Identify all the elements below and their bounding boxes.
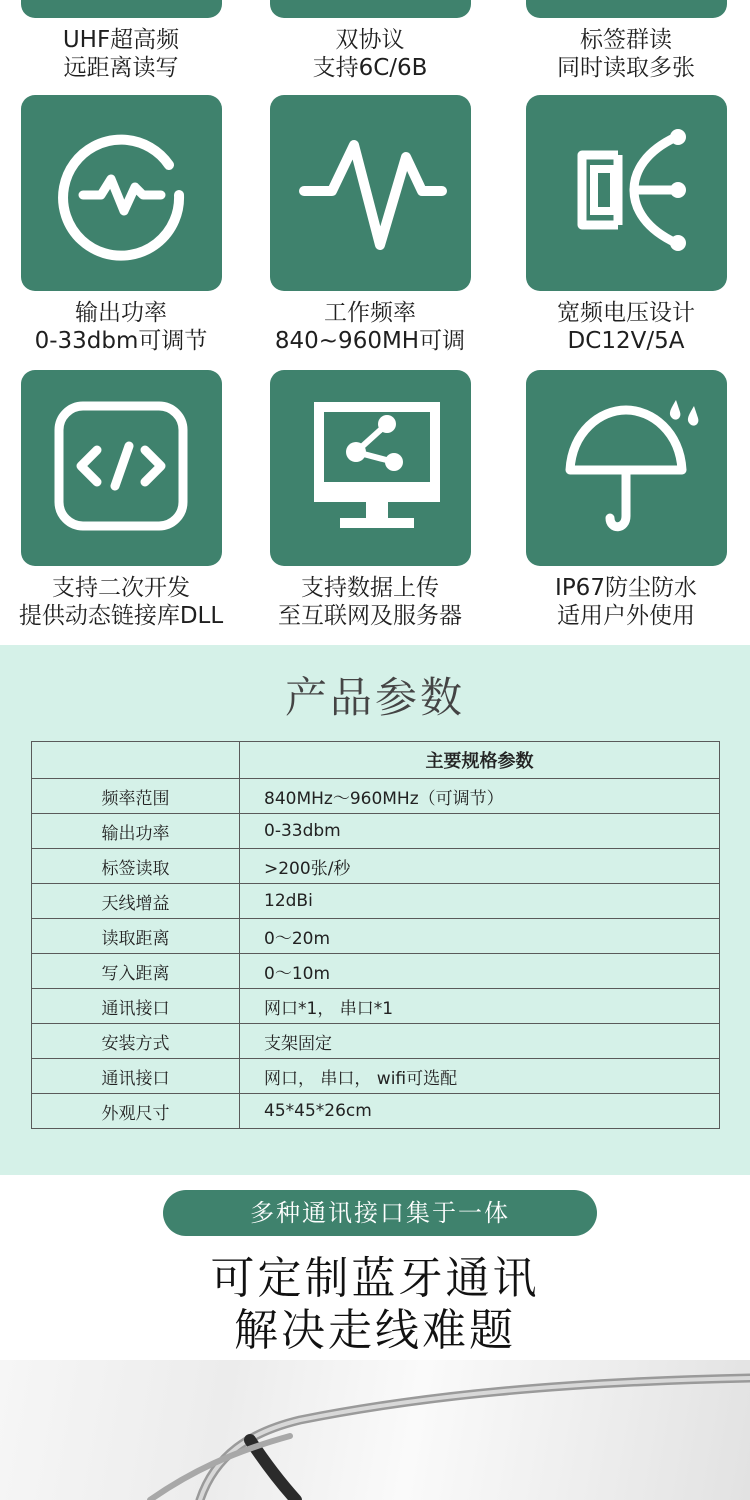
feature-caption-protocol: 双协议 支持6C/6B <box>312 27 428 81</box>
spec-table <box>31 741 720 1129</box>
table-row: 读取距离 0～20m <box>32 919 720 954</box>
feature-caption-sdk: 支持二次开发 提供动态链接库DLL <box>18 575 224 629</box>
table-row: 安装方式 支架固定 <box>32 1024 720 1059</box>
spec-header: 主要规格参数 <box>240 742 720 779</box>
feature-tile-group-read <box>526 0 727 18</box>
table-row: 输出功率 0-33dbm <box>32 814 720 849</box>
feature-caption-voltage: 宽频电压设计 DC12V/5A <box>557 300 695 354</box>
feature-caption-uhf: UHF超高频 远距离读写 <box>62 27 180 81</box>
feature-caption-upload: 支持数据上传 至互联网及服务器 <box>278 575 462 629</box>
table-row: 通讯接口 网口*1， 串口*1 <box>32 989 720 1024</box>
feature-caption-frequency: 工作频率 840~960MH可调 <box>274 300 466 354</box>
code-icon <box>21 370 222 566</box>
feature-tile-uhf <box>21 0 222 18</box>
table-row: 外观尺寸 45*45*26cm <box>32 1094 720 1129</box>
spec-header-row <box>32 742 720 779</box>
umbrella-icon <box>526 370 727 566</box>
table-row: 频率范围 840MHz～960MHz（可调节） <box>32 779 720 814</box>
feature-tile-power <box>21 95 222 291</box>
feature-tile-waterproof <box>526 370 727 566</box>
feature-tile-frequency <box>270 95 471 291</box>
feature-tile-upload <box>270 370 471 566</box>
params-title: 产品参数 <box>284 673 465 722</box>
params-section <box>0 645 750 1175</box>
table-row: 天线增益 12dBi <box>32 884 720 919</box>
banner-pill: 多种通讯接口集于一体 <box>163 1190 597 1236</box>
feature-grid <box>0 0 750 645</box>
waveform-icon <box>270 95 471 291</box>
feature-tile-voltage <box>526 95 727 291</box>
table-row: 写入距离 0～10m <box>32 954 720 989</box>
feature-tile-protocol <box>270 0 471 18</box>
feature-caption-power: 输出功率 0-33dbm可调节 <box>34 300 208 354</box>
table-row: 通讯接口 网口， 串口， wifi可选配 <box>32 1059 720 1094</box>
interface-banner <box>0 1175 750 1360</box>
banner-headline: 可定制蓝牙通讯 解决走线难题 <box>210 1253 540 1356</box>
plug-icon <box>526 95 727 291</box>
table-row: 标签读取 >200张/秒 <box>32 849 720 884</box>
product-photo <box>0 1360 750 1500</box>
spec-header-blank <box>32 742 240 779</box>
feature-tile-sdk <box>21 370 222 566</box>
feature-caption-group-read: 标签群读 同时读取多张 <box>557 27 695 81</box>
cable-image <box>0 1360 750 1500</box>
pulse-circle-icon <box>21 95 222 291</box>
feature-caption-waterproof: IP67防尘防水 适用户外使用 <box>555 575 697 629</box>
monitor-share-icon <box>270 370 471 566</box>
